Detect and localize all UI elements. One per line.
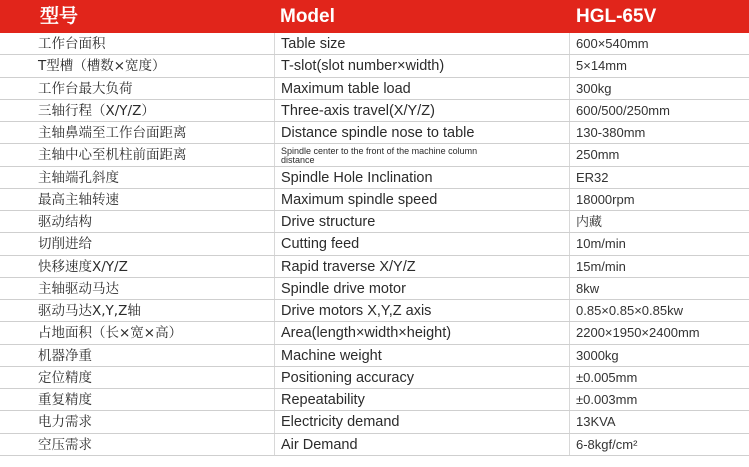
spec-value: 0.85×0.85×0.85kw bbox=[576, 303, 683, 318]
spec-value: 8kw bbox=[576, 280, 600, 296]
table-row bbox=[0, 322, 749, 344]
table-row bbox=[0, 211, 749, 233]
spec-value: 6-8kgf/cm² bbox=[576, 436, 638, 452]
spec-name-en: Spindle drive motor bbox=[281, 280, 406, 297]
spec-name-en: Spindle center to the front of the machine column distance bbox=[281, 146, 478, 166]
spec-value: 内藏 bbox=[576, 214, 603, 229]
table-row bbox=[0, 78, 749, 100]
spec-value: 300kg bbox=[576, 80, 612, 96]
table-row bbox=[0, 233, 749, 255]
spec-value: 13KVA bbox=[576, 414, 616, 430]
spec-name-zh: 主轴鼻端至工作台面距离 bbox=[38, 125, 187, 141]
spec-name-en: Three-axis travel(X/Y/Z) bbox=[281, 102, 435, 119]
spec-name-en: Cutting feed bbox=[281, 236, 360, 253]
spec-name-zh: 切削进给 bbox=[38, 236, 92, 253]
table-row bbox=[0, 256, 749, 278]
spec-name-zh: 占地面积（长×宽×高） bbox=[38, 325, 183, 342]
spec-value: 18000rpm bbox=[576, 191, 635, 207]
spec-name-en: Drive motors X,Y,Z axis bbox=[281, 303, 432, 319]
spec-name-en: Distance spindle nose to table bbox=[281, 125, 475, 141]
table-row bbox=[0, 33, 749, 55]
table-row bbox=[0, 122, 749, 144]
spec-name-en: Repeatability bbox=[281, 392, 365, 408]
table-row bbox=[0, 55, 749, 77]
table-row bbox=[0, 167, 749, 189]
table-row bbox=[0, 100, 749, 122]
spec-value: 5×14mm bbox=[576, 58, 627, 74]
table-header bbox=[0, 0, 749, 33]
spec-name-en: Rapid traverse X/Y/Z bbox=[281, 258, 416, 275]
spec-name-zh: 工作台面积 bbox=[38, 36, 106, 52]
spec-name-en: Positioning accuracy bbox=[281, 369, 414, 386]
spec-name-en: Table size bbox=[281, 36, 346, 52]
spec-value: 250mm bbox=[576, 147, 620, 163]
spec-value: 2200×1950×2400mm bbox=[576, 325, 700, 341]
table-row bbox=[0, 389, 749, 411]
spec-value: 600×540mm bbox=[576, 36, 649, 51]
spec-name-en: Drive structure bbox=[281, 214, 376, 230]
table-row bbox=[0, 345, 749, 367]
spec-value: 600/500/250mm bbox=[576, 102, 670, 118]
spec-name-en: Spindle Hole Inclination bbox=[281, 169, 433, 186]
spec-name-zh: 驱动结构 bbox=[38, 214, 92, 230]
table-row bbox=[0, 411, 749, 433]
table-row bbox=[0, 144, 749, 166]
spec-name-en: T-slot(slot number×width) bbox=[281, 58, 445, 75]
table-row bbox=[0, 367, 749, 389]
spec-name-zh: T型槽（槽数×宽度） bbox=[38, 58, 166, 75]
spec-name-en: Machine weight bbox=[281, 347, 382, 364]
spec-value: ±0.003mm bbox=[576, 392, 638, 407]
header-model-value: HGL-65V bbox=[576, 6, 657, 27]
spec-name-zh: 快移速度X/Y/Z bbox=[38, 258, 128, 275]
spec-name-en: Maximum table load bbox=[281, 80, 411, 97]
spec-value: 15m/min bbox=[576, 258, 626, 274]
spec-name-zh: 主轴驱动马达 bbox=[38, 280, 119, 297]
spec-name-zh: 重复精度 bbox=[38, 392, 92, 408]
spec-name-zh: 主轴中心至机柱前面距离 bbox=[38, 147, 187, 164]
spec-name-en: Electricity demand bbox=[281, 414, 400, 431]
spec-name-zh: 三轴行程（X/Y/Z） bbox=[38, 102, 155, 119]
spec-name-zh: 最高主轴转速 bbox=[38, 191, 119, 208]
table-row bbox=[0, 434, 749, 456]
spec-value: 3000kg bbox=[576, 347, 619, 363]
spec-value: ±0.005mm bbox=[576, 369, 638, 385]
spec-name-zh: 电力需求 bbox=[38, 414, 92, 431]
spec-name-zh: 定位精度 bbox=[38, 369, 92, 386]
spec-value: 130-380mm bbox=[576, 125, 646, 140]
table-row bbox=[0, 300, 749, 322]
spec-name-zh: 主轴端孔斜度 bbox=[38, 169, 119, 186]
spec-name-en: Air Demand bbox=[281, 436, 358, 453]
spec-value: ER32 bbox=[576, 169, 609, 185]
table-row bbox=[0, 189, 749, 211]
header-type-label: 型号 bbox=[40, 6, 79, 27]
spec-value: 10m/min bbox=[576, 236, 626, 252]
spec-name-zh: 驱动马达X,Y,Z轴 bbox=[38, 303, 141, 319]
spec-name-zh: 空压需求 bbox=[38, 436, 92, 453]
spec-name-en: Maximum spindle speed bbox=[281, 191, 438, 208]
spec-name-en: Area(length×width×height) bbox=[281, 325, 452, 342]
table-row bbox=[0, 278, 749, 300]
header-model-label: Model bbox=[280, 6, 335, 27]
table-body bbox=[0, 33, 749, 456]
spec-name-zh: 工作台最大负荷 bbox=[38, 80, 133, 97]
spec-name-zh: 机器净重 bbox=[38, 347, 92, 364]
